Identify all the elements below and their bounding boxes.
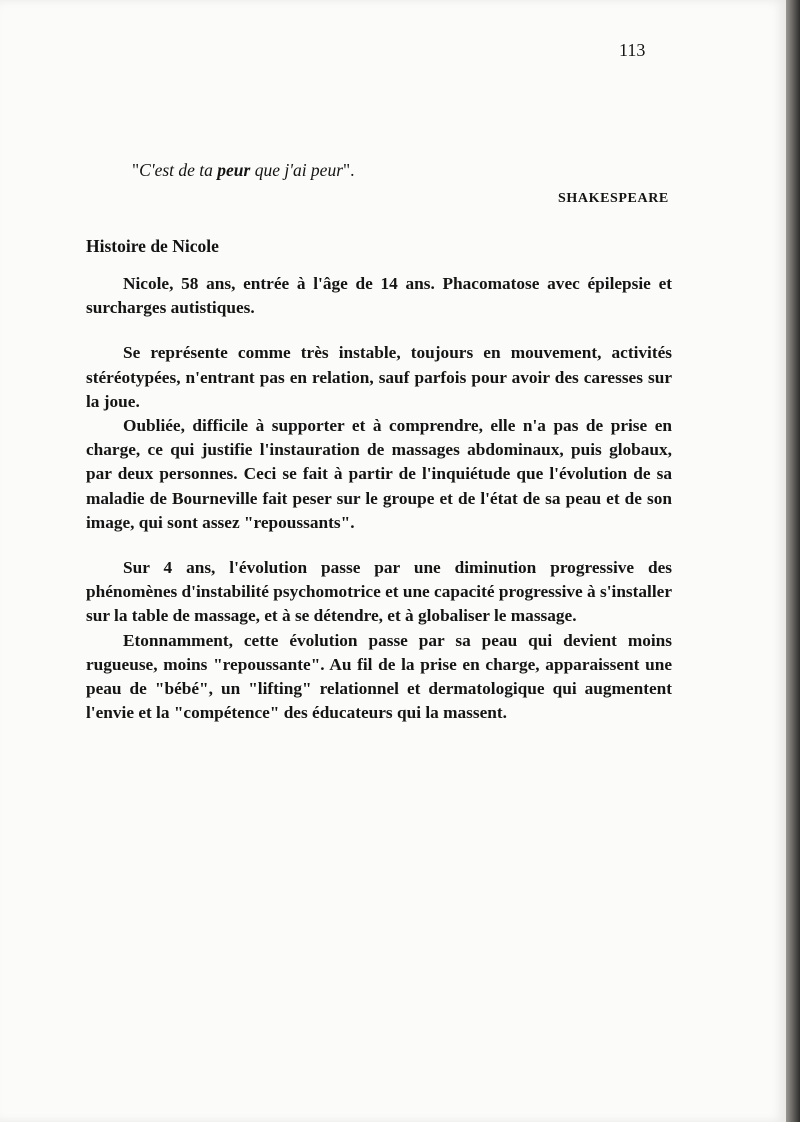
page-number: 113 [619,40,646,60]
book-binding-edge [786,0,800,1122]
epigraph-author: SHAKESPEARE [558,191,669,206]
body-text [86,272,672,725]
paragraph-4: Sur 4 ans, l'évolution passe par une diminution progressive des phénomènes d'instabilité psychomotrice et une capacité progressive à s'installer sur la table de massage, et à se détendre, et à globaliser le massage. [86,558,672,626]
epigraph-close-quote: ". [343,160,355,180]
epigraph-text-part3: que j'ai peur [250,160,344,180]
paragraph-2: Se représente comme très instable, toujours en mouvement, activités stéréotypées, n'entrant pas en relation, sauf parfois pour avoir des caresses sur la joue. [86,343,672,411]
paragraph-5: Etonnamment, cette évolution passe par sa peau qui devient moins rugueuse, moins "repoussante". Au fil de la prise en charge, apparaissent une peau de "bébé", un "lifting" relationnel et dermatologique qui augmentent l'envie et la "compétence" des éducateurs qui la massent. [86,630,672,723]
paragraph-1: Nicole, 58 ans, entrée à l'âge de 14 ans. Phacomatose avec épilepsie et surcharges autistiques. [86,274,672,318]
epigraph-quote [132,160,355,181]
section-title: Histoire de Nicole [86,236,219,256]
paragraph-3: Oubliée, difficile à supporter et à comprendre, elle n'a pas de prise en charge, ce qui justifie l'instauration de massages abdominaux, puis globaux, par deux personnes. Ceci se fait à partir de l'inquiétude que l'évolution de sa maladie de Bourneville fait peser sur le groupe et de l'état de sa peau et de son image, qui sont assez "repoussants". [86,416,672,532]
epigraph-text-part2: peur [217,160,251,180]
epigraph-text-part1: C'est de ta [139,160,218,180]
epigraph-open-quote: " [132,160,140,180]
